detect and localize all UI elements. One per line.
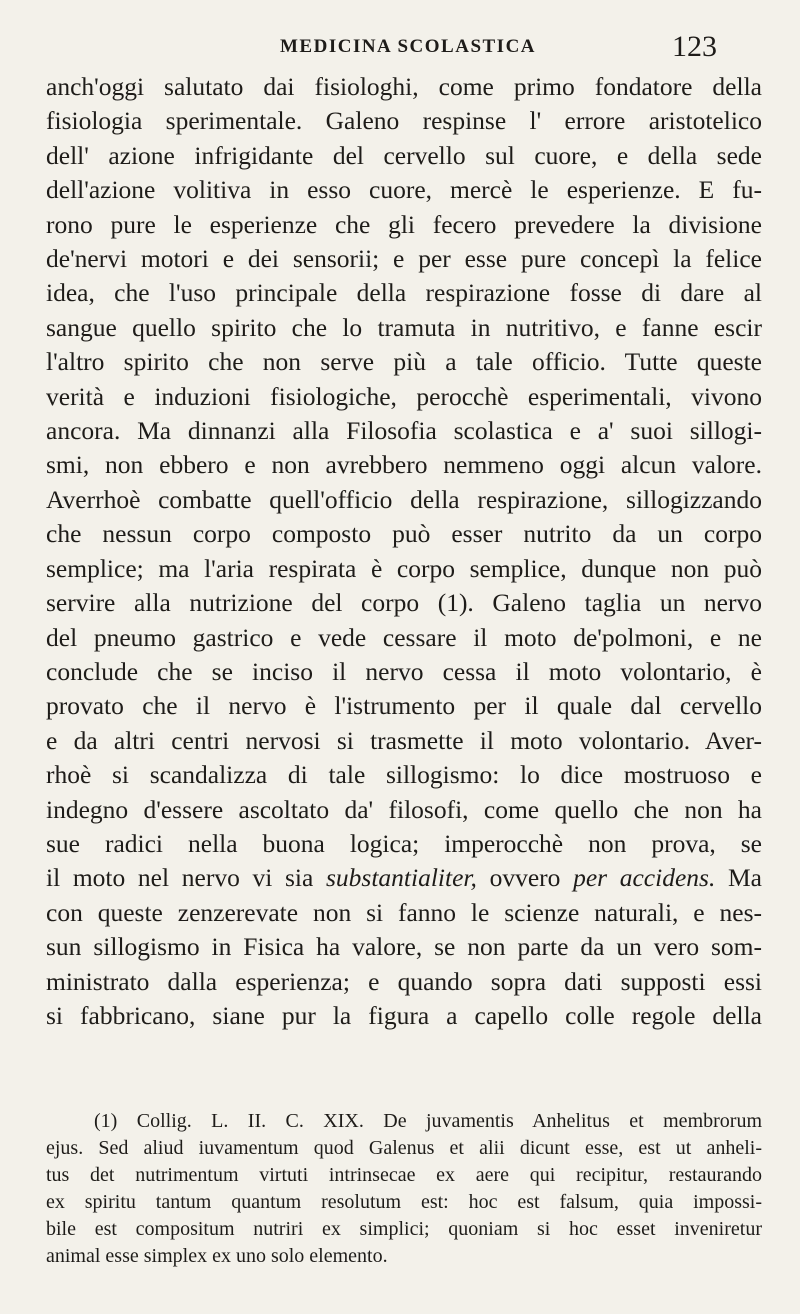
text-line: anch'oggi salutato dai fisiologhi, come primo fondatore della (46, 72, 762, 101)
text-line: servire alla nutrizione del corpo (1). Galeno taglia un nervo (46, 588, 762, 618)
text-line: rhoè si scandalizza di tale sillogismo: lo dice mostruoso e (46, 760, 762, 790)
text-line: che nessun corpo composto può esser nutrito da un corpo (46, 519, 762, 549)
running-title: MEDICINA SCOLASTICA (280, 36, 537, 57)
page-number: 123 (672, 30, 717, 63)
text-line: rono pure le esperienze che gli fecero prevedere la divisione (46, 209, 762, 239)
page-header (0, 30, 800, 70)
text-line: l'altro spirito che non serve più a tale officio. Tutte queste (46, 347, 762, 377)
italic-term: substantialiter, (326, 863, 477, 893)
text-line: ancora. Ma dinnanzi alla Filosofia scolastica e a' suoi sillogi- (46, 416, 762, 446)
text-line: dell'azione volitiva in esso cuore, mercè le esperienze. E fu- (46, 175, 762, 205)
text-line: sangue quello spirito che lo tramuta in nutritivo, e fanne escir (46, 312, 762, 342)
footnote-line: bile est compositum nutriri ex simplici; quoniam si hoc esset inveniretur (46, 1218, 762, 1240)
text-line: del pneumo gastrico e vede cessare il moto de'polmoni, e ne (46, 622, 762, 652)
text-line: conclude che se inciso il nervo cessa il moto volontario, è (46, 656, 762, 686)
text-line: con queste zenzerevate non si fanno le scienze naturali, e nes- (46, 897, 762, 927)
text-line: si fabbricano, siane pur la figura a capello colle regole della (46, 1000, 762, 1030)
footnote-line: animal esse simplex ex uno solo elemento. (46, 1245, 388, 1267)
footnote-line: ex spiritu tantum quantum resolutum est: hoc est falsum, quia impossi- (46, 1191, 762, 1213)
text-line: dell' azione infrigidante del cervello sul cuore, e della sede (46, 140, 762, 170)
footnote (46, 1108, 762, 1270)
text-line: semplice; ma l'aria respirata è corpo semplice, dunque non può (46, 553, 762, 583)
text-line: ministrato dalla esperienza; e quando sopra dati supposti essi (46, 966, 762, 996)
text-line: sue radici nella buona logica; imperocchè non prova, se (46, 828, 762, 858)
text-line: fisiologia sperimentale. Galeno respinse l' errore aristotelico (46, 106, 762, 136)
text-run: il moto nel nervo vi sia (46, 863, 326, 893)
text-line: Averrhoè combatte quell'officio della respirazione, sillogizzando (46, 484, 762, 514)
italic-term: per accidens. (573, 863, 716, 893)
footnote-line: tus det nutrimentum virtuti intrinsecae ex aere qui recipitur, restaurando (46, 1164, 762, 1186)
main-text (46, 70, 762, 1033)
footnote-line: ejus. Sed aliud iuvamentum quod Galenus et alii dicunt esse, est ut anheli- (46, 1137, 762, 1159)
text-line: de'nervi motori e dei sensorii; e per esse pure concepì la felice (46, 244, 762, 274)
text-line: provato che il nervo è l'istrumento per il quale dal cervello (46, 691, 762, 721)
text-line: idea, che l'uso principale della respirazione fosse di dare al (46, 278, 762, 308)
text-line: verità e induzioni fisiologiche, perocchè esperimentali, vivono (46, 381, 762, 411)
text-line: sun sillogismo in Fisica ha valore, se non parte da un vero som- (46, 932, 762, 962)
text-line-with-italics (46, 861, 762, 895)
text-line: e da altri centri nervosi si trasmette il moto volontario. Aver- (46, 725, 762, 755)
text-run: Ma (715, 863, 762, 893)
text-line: indegno d'essere ascoltato da' filosofi, come quello che non ha (46, 794, 762, 824)
footnote-line: (1) Collig. L. II. C. XIX. De juvamentis Anhelitus et membrorum (94, 1110, 762, 1132)
text-run: ovvero (476, 863, 574, 893)
text-line: smi, non ebbero e non avrebbero nemmeno oggi alcun valore. (46, 450, 762, 480)
